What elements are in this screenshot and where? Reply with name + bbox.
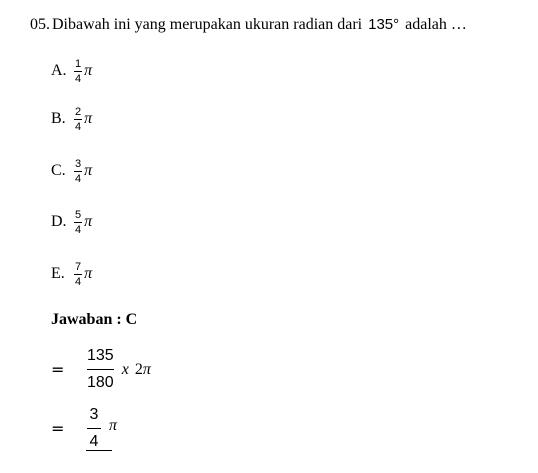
pi-symbol: π <box>84 110 93 127</box>
fraction-denominator: 4 <box>89 433 99 450</box>
pi-symbol: π <box>84 62 93 79</box>
option-e <box>51 257 92 291</box>
option-a <box>51 54 92 88</box>
option-letter: A. <box>51 62 67 79</box>
fraction-numerator: 2 <box>75 105 82 118</box>
fraction-denominator: 180 <box>87 374 114 391</box>
option-fraction <box>74 58 82 85</box>
option-letter: B. <box>51 110 66 127</box>
fraction-denominator: 4 <box>75 275 82 288</box>
option-letter: E. <box>51 265 65 282</box>
option-fraction <box>74 261 82 288</box>
coefficient: 2 <box>134 360 143 378</box>
option-letter: C. <box>51 162 66 179</box>
fraction-denominator: 4 <box>75 223 82 236</box>
solution-line-2 <box>51 405 117 452</box>
fraction-numerator: 7 <box>75 260 82 273</box>
question-tail: adalah … <box>405 16 467 33</box>
solution-fraction <box>87 346 114 393</box>
option-d <box>51 205 92 239</box>
question-text <box>30 16 467 34</box>
fraction-denominator: 4 <box>75 120 82 133</box>
fraction-numerator: 5 <box>75 208 82 221</box>
option-fraction <box>74 106 82 133</box>
pi-symbol: π <box>84 265 93 282</box>
option-fraction <box>74 158 82 185</box>
option-c <box>51 154 92 188</box>
option-letter: D. <box>51 213 67 230</box>
pi-symbol: π <box>84 213 93 230</box>
question-degree-value: 135 <box>368 16 394 33</box>
pi-symbol: π <box>109 416 118 434</box>
fraction-denominator: 4 <box>75 72 82 85</box>
multiply-operator: x <box>121 360 129 378</box>
option-fraction <box>74 209 82 236</box>
fraction-denominator: 4 <box>75 172 82 185</box>
equals-sign: = <box>51 360 65 379</box>
pi-symbol: π <box>142 360 151 378</box>
solution-line-1 <box>51 346 151 393</box>
fraction-numerator: 135 <box>87 346 114 370</box>
result-underline <box>86 450 112 451</box>
solution-fraction <box>87 405 101 452</box>
question-body: Dibawah ini yang merupakan ukuran radian dari <box>52 16 363 33</box>
fraction-numerator: 3 <box>87 405 101 429</box>
option-b <box>51 102 92 136</box>
pi-symbol: π <box>84 162 93 179</box>
equals-sign: = <box>51 419 65 438</box>
fraction-numerator: 3 <box>75 157 82 170</box>
fraction-numerator: 1 <box>75 57 82 70</box>
question-number: 05. <box>30 16 50 33</box>
answer-label: Jawaban : C <box>51 311 138 328</box>
two-pi-term <box>135 361 151 379</box>
question-degree-symbol: ° <box>393 16 400 33</box>
